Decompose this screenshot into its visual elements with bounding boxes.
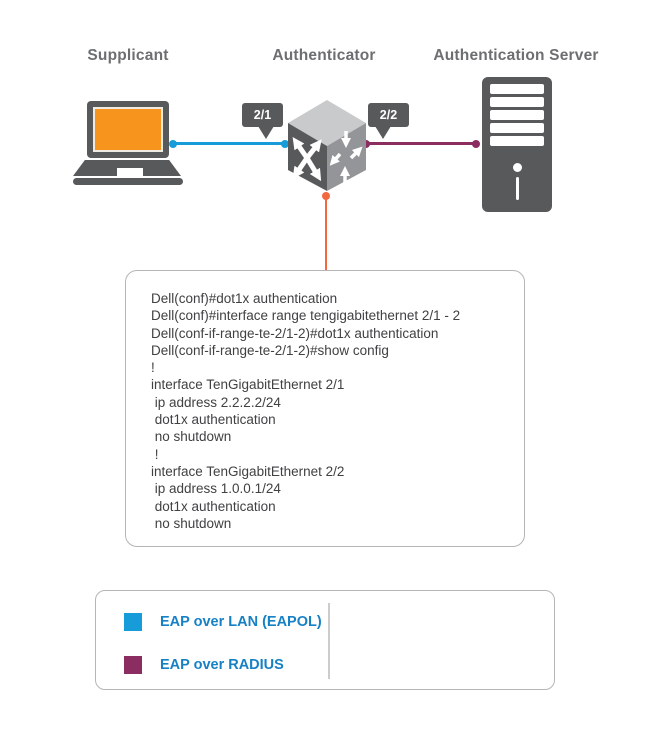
cli-line: Dell(conf-if-range-te-2/1-2)#dot1x authentication <box>151 325 439 341</box>
port-callout-2-1 <box>242 103 283 127</box>
cli-line: interface TenGigabitEthernet 2/2 <box>151 463 345 479</box>
legend-label-radius: EAP over RADIUS <box>160 657 284 673</box>
eapol-endpoint-dot <box>169 140 177 148</box>
cli-line: Dell(conf-if-range-te-2/1-2)#show config <box>151 342 389 358</box>
server-slot <box>490 110 544 120</box>
cli-line: Dell(conf)#dot1x authentication <box>151 291 338 306</box>
switch-icon <box>285 95 369 197</box>
legend-divider <box>328 603 330 679</box>
laptop-bottom-bar <box>73 178 183 185</box>
laptop-screen <box>93 107 163 152</box>
callout-tail <box>375 126 391 139</box>
config-pointer-line <box>325 196 327 277</box>
cli-line: ! <box>151 360 155 376</box>
server-power-led <box>513 163 522 172</box>
cli-line: dot1x authentication <box>151 498 276 514</box>
legend-label-eapol: EAP over LAN (EAPOL) <box>160 614 322 630</box>
legend-swatch-radius <box>124 656 142 674</box>
cli-line: ip address 2.2.2.2/24 <box>151 394 281 410</box>
supplicant-label: Supplicant <box>87 47 169 64</box>
cli-config-text <box>151 290 516 532</box>
server-slot <box>490 97 544 107</box>
server-slot <box>490 84 544 94</box>
callout-tail <box>258 126 274 139</box>
server-icon <box>482 77 552 212</box>
cli-line: ! <box>151 446 159 462</box>
cli-config-box <box>125 270 525 547</box>
server-front-bar <box>516 177 519 200</box>
cli-line: interface TenGigabitEthernet 2/1 <box>151 377 345 393</box>
legend-swatch-eapol <box>124 613 142 631</box>
server-slot <box>490 136 544 146</box>
eapol-link-line <box>173 142 285 145</box>
cli-line: ip address 1.0.0.1/24 <box>151 481 281 497</box>
cli-line: no shutdown <box>151 429 232 445</box>
cli-line: dot1x authentication <box>151 412 276 428</box>
laptop-icon <box>70 98 185 188</box>
authenticator-label: Authenticator <box>272 47 376 64</box>
port-callout-2-2-label: 2/2 <box>379 108 398 122</box>
cli-line: Dell(conf)#interface range tengigabitethernet 2/1 - 2 <box>151 308 461 324</box>
radius-endpoint-dot <box>472 140 480 148</box>
legend <box>95 590 555 690</box>
cli-line: no shutdown <box>151 515 232 531</box>
port-callout-2-1-label: 2/1 <box>253 108 272 122</box>
port-callout-2-2 <box>368 103 409 127</box>
laptop-touchpad <box>117 168 143 176</box>
server-slot <box>490 123 544 133</box>
authentication-server-label: Authentication Server <box>433 47 599 64</box>
radius-link-line <box>366 142 476 145</box>
